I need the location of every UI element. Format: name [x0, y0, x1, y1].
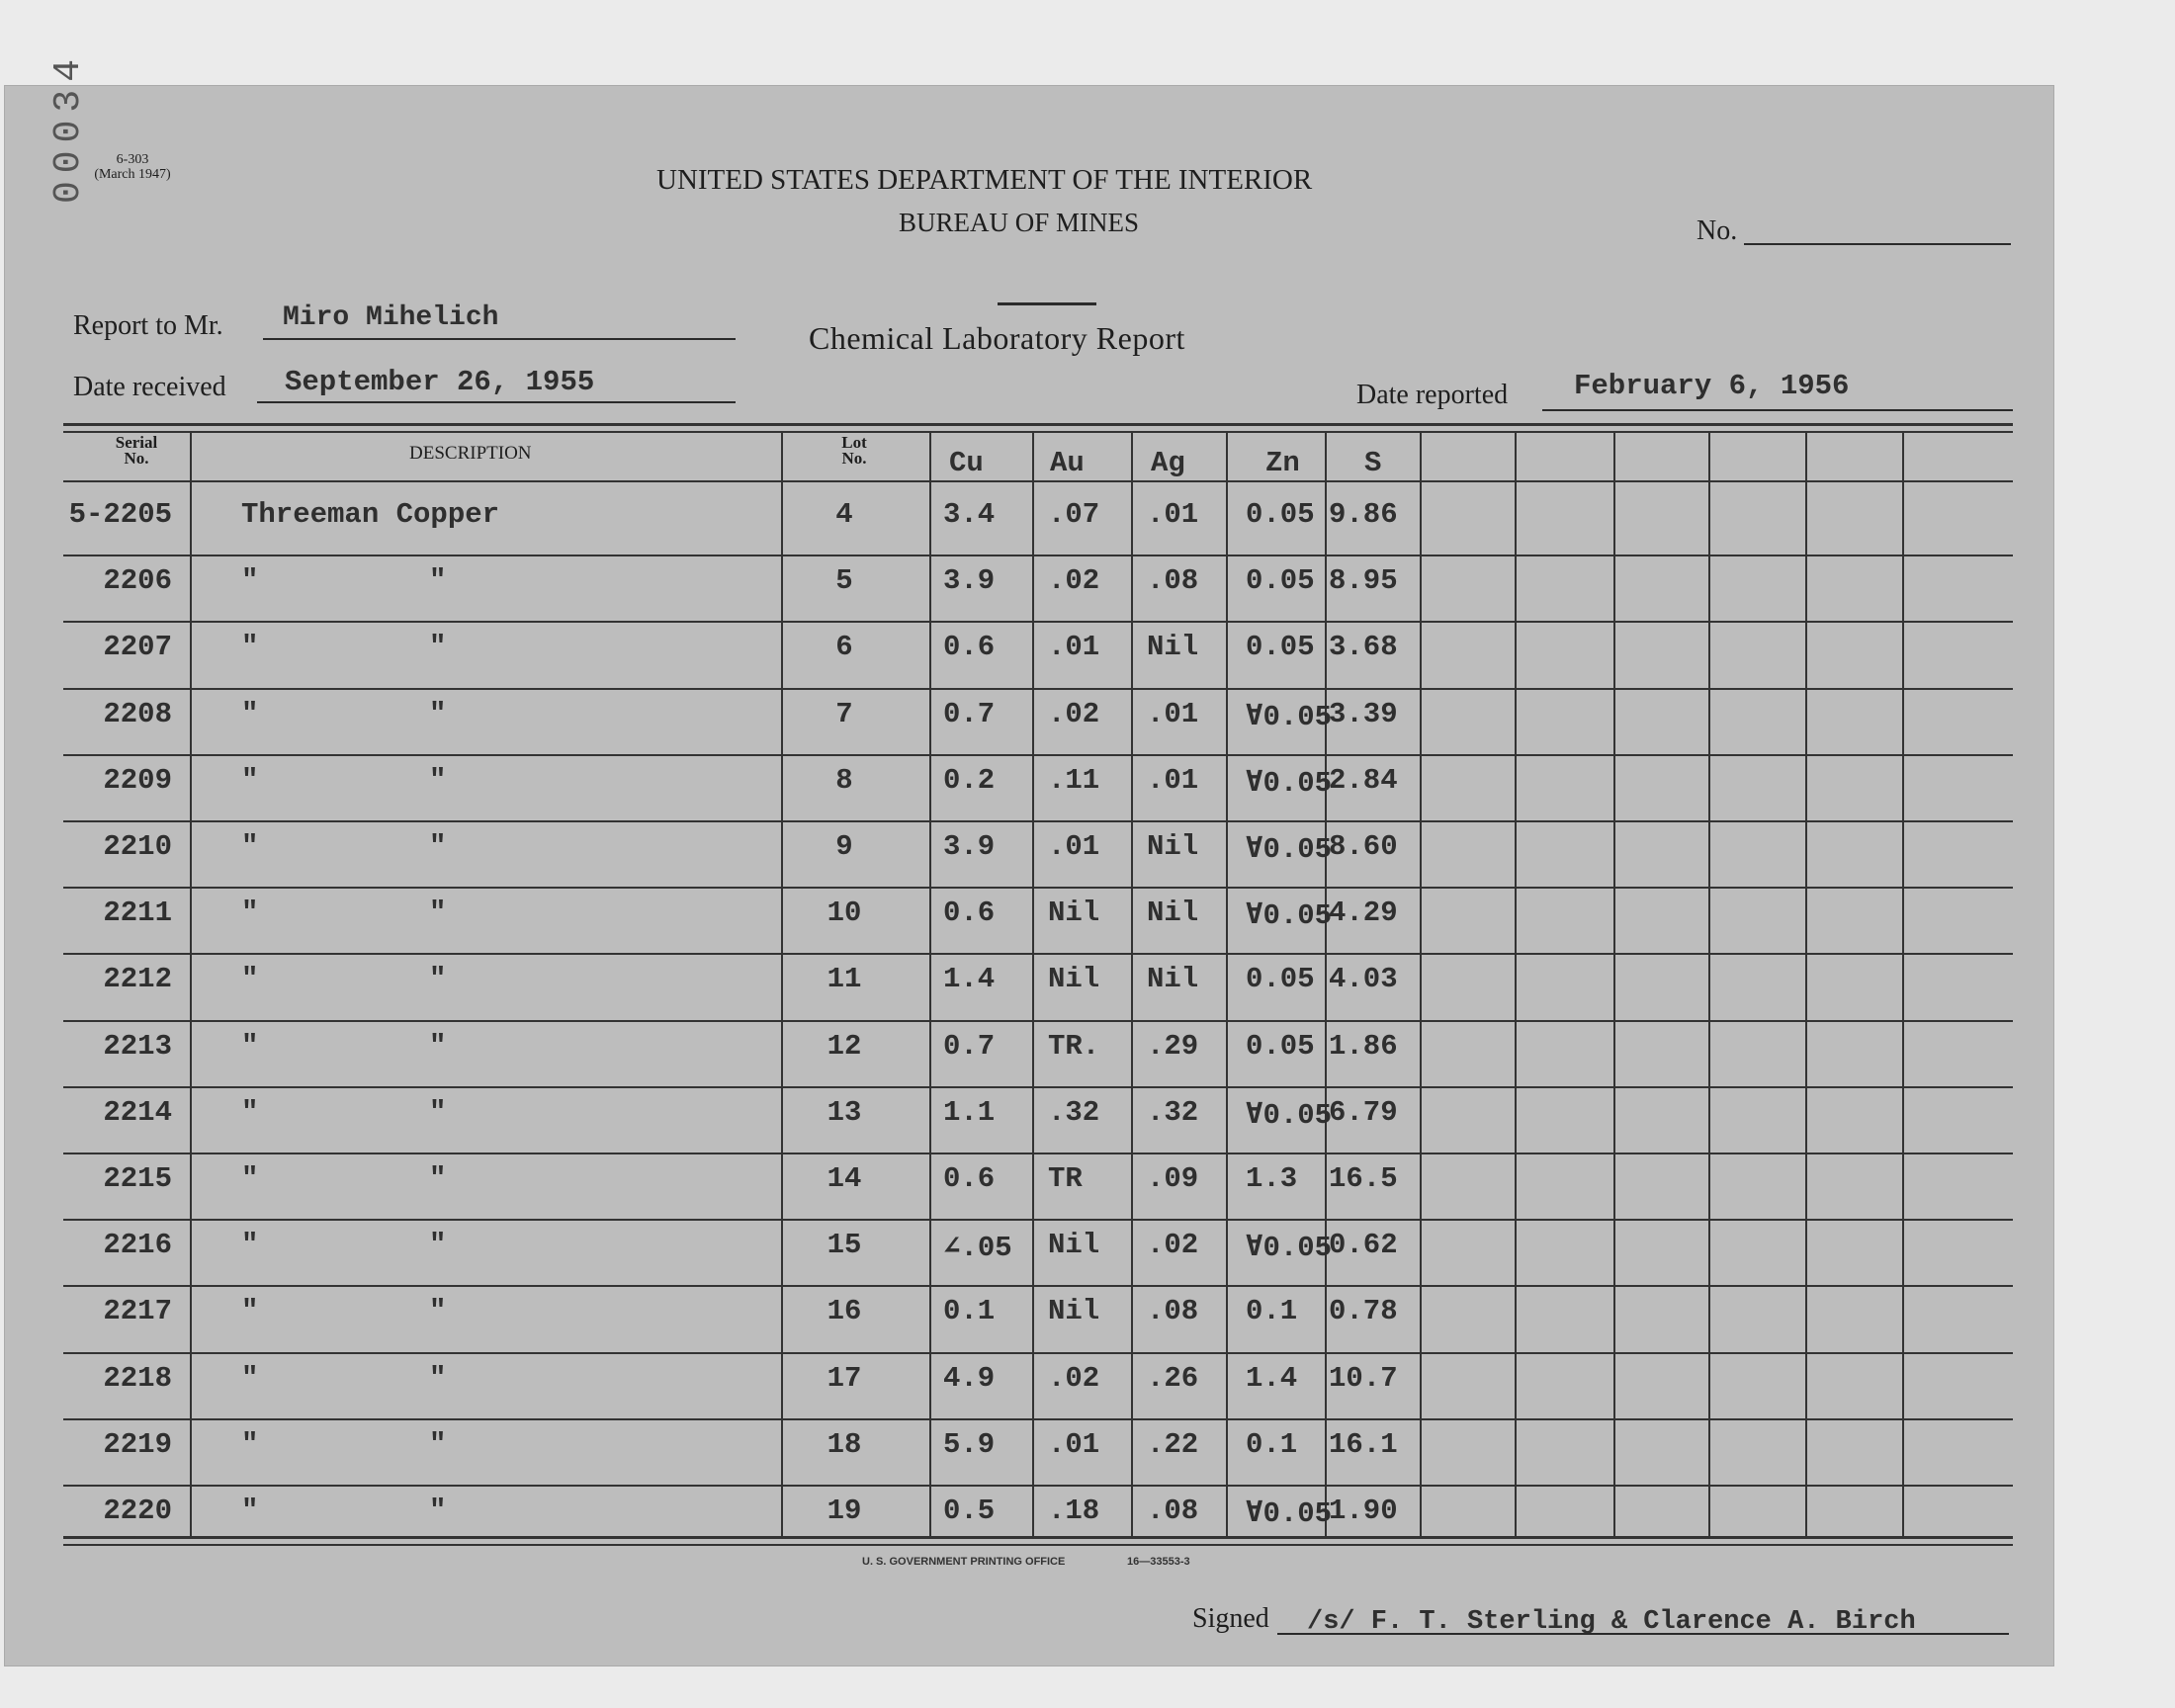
form-number: 6-303 — [116, 152, 149, 167]
ag-cell: .08 — [1147, 1295, 1199, 1328]
column-rule — [1708, 431, 1710, 1538]
description-cell: " — [241, 1295, 259, 1328]
cu-cell: 0.6 — [943, 897, 996, 930]
element-header-au: Au — [1050, 447, 1085, 479]
date-reported-line — [1542, 409, 2013, 411]
description-ditto-cell: " — [429, 631, 447, 664]
au-cell: TR. — [1048, 1029, 1100, 1063]
serial-cell: 2218 — [103, 1361, 172, 1395]
serial-cell: 2220 — [103, 1494, 172, 1527]
au-cell: .07 — [1048, 498, 1100, 531]
s-cell: 10.7 — [1329, 1361, 1398, 1395]
description-cell: " — [241, 564, 259, 598]
cu-cell: 0.7 — [943, 1029, 996, 1063]
s-cell: 4.03 — [1329, 963, 1398, 996]
date-received-line — [257, 401, 736, 403]
lot-cell: 4 — [835, 498, 853, 531]
lot-cell: 16 — [826, 1295, 862, 1328]
description-cell: " — [241, 1494, 259, 1527]
ag-cell: Nil — [1147, 830, 1199, 863]
bureau-title: BUREAU OF MINES — [899, 208, 1140, 237]
date-reported-label: Date reported — [1356, 380, 1509, 410]
element-header-s: S — [1364, 447, 1382, 479]
lot-cell: 17 — [826, 1361, 862, 1395]
description-cell: " — [241, 697, 259, 730]
row-rule — [63, 887, 2013, 889]
row-rule — [63, 1352, 2013, 1354]
lot-cell: 8 — [835, 763, 853, 797]
row-rule — [63, 1153, 2013, 1154]
lot-cell: 5 — [835, 564, 853, 598]
lot-cell: 14 — [826, 1162, 862, 1195]
zn-cell: 1.4 — [1246, 1361, 1298, 1395]
ag-cell: .01 — [1147, 498, 1199, 531]
s-cell: 0.62 — [1329, 1229, 1398, 1262]
description-ditto-cell: " — [429, 1361, 447, 1395]
description-ditto-cell: " — [429, 1029, 447, 1063]
table-header-rule — [63, 480, 2013, 482]
lot-cell: 13 — [826, 1095, 862, 1129]
report-title: Chemical Laboratory Report — [809, 320, 1185, 356]
ag-cell: .08 — [1147, 564, 1199, 598]
row-rule — [63, 1020, 2013, 1022]
zn-cell: 0.05 — [1246, 1029, 1315, 1063]
serial-cell: 2206 — [103, 564, 172, 598]
description-cell: " — [241, 1029, 259, 1063]
description-cell: " — [241, 1427, 259, 1461]
s-cell: 4.29 — [1329, 897, 1398, 930]
form-date: (March 1947) — [94, 167, 171, 182]
zn-cell: ∀0.05 — [1246, 1098, 1333, 1132]
serial-cell: 2219 — [103, 1427, 172, 1461]
number-line — [1744, 243, 2011, 245]
zn-cell: 0.05 — [1246, 498, 1315, 531]
serial-cell: 2214 — [103, 1095, 172, 1129]
s-cell: 16.1 — [1329, 1427, 1398, 1461]
s-cell: 1.86 — [1329, 1029, 1398, 1063]
s-cell: 9.86 — [1329, 498, 1398, 531]
report-to-label: Report to Mr. — [73, 310, 223, 341]
column-rule — [1805, 431, 1807, 1538]
description-ditto-cell: " — [429, 897, 447, 930]
side-stamp-text: 00034 — [47, 50, 90, 204]
zn-cell: 0.05 — [1246, 963, 1315, 996]
zn-cell: 0.1 — [1246, 1427, 1298, 1461]
ag-cell: .32 — [1147, 1095, 1199, 1129]
serial-cell: 2207 — [103, 631, 172, 664]
au-cell: .02 — [1048, 697, 1100, 730]
row-rule — [63, 688, 2013, 690]
description-ditto-cell: " — [429, 1427, 447, 1461]
cu-cell: 3.9 — [943, 830, 996, 863]
s-cell: 2.84 — [1329, 763, 1398, 797]
cu-cell: 4.9 — [943, 1361, 996, 1395]
lot-header — [825, 435, 884, 467]
au-cell: .02 — [1048, 1361, 1100, 1395]
s-cell: 3.39 — [1329, 697, 1398, 730]
element-header-ag: Ag — [1151, 447, 1185, 479]
au-cell: Nil — [1048, 1295, 1100, 1328]
s-cell: 8.60 — [1329, 830, 1398, 863]
title-rule — [998, 302, 1096, 305]
lot-cell: 10 — [826, 897, 862, 930]
serial-cell: 2217 — [103, 1295, 172, 1328]
serial-header-line2: No. — [124, 449, 149, 468]
zn-cell: ∀0.05 — [1246, 1497, 1333, 1530]
au-cell: .18 — [1048, 1494, 1100, 1527]
description-cell: " — [241, 763, 259, 797]
au-cell: .02 — [1048, 564, 1100, 598]
au-cell: .01 — [1048, 830, 1100, 863]
serial-cell: 2211 — [103, 897, 172, 930]
description-ditto-cell: " — [429, 1494, 447, 1527]
description-ditto-cell: " — [429, 1162, 447, 1195]
printing-office: U. S. GOVERNMENT PRINTING OFFICE — [862, 1556, 1066, 1568]
s-cell: 3.68 — [1329, 631, 1398, 664]
cu-cell: 0.1 — [943, 1295, 996, 1328]
au-cell: Nil — [1048, 963, 1100, 996]
description-ditto-cell: " — [429, 697, 447, 730]
cu-cell: 0.2 — [943, 763, 996, 797]
row-rule — [63, 754, 2013, 756]
ag-cell: Nil — [1147, 897, 1199, 930]
cu-cell: 0.7 — [943, 697, 996, 730]
column-rule — [190, 431, 192, 1538]
department-title: UNITED STATES DEPARTMENT OF THE INTERIOR — [656, 164, 1313, 196]
s-cell: 6.79 — [1329, 1095, 1398, 1129]
description-cell: " — [241, 1229, 259, 1262]
ag-cell: .01 — [1147, 763, 1199, 797]
serial-cell: 2208 — [103, 697, 172, 730]
lot-cell: 9 — [835, 830, 853, 863]
ag-cell: .22 — [1147, 1427, 1199, 1461]
zn-cell: 0.1 — [1246, 1295, 1298, 1328]
serial-cell: 2212 — [103, 963, 172, 996]
element-header-zn: Zn — [1265, 447, 1300, 479]
cu-cell: 1.1 — [943, 1095, 996, 1129]
date-reported-value: February 6, 1956 — [1574, 370, 1850, 402]
cu-cell: 0.5 — [943, 1494, 996, 1527]
lot-cell: 15 — [826, 1229, 862, 1262]
column-rule — [1420, 431, 1422, 1538]
column-rule — [1613, 431, 1615, 1538]
ag-cell: .02 — [1147, 1229, 1199, 1262]
s-cell: 1.90 — [1329, 1494, 1398, 1527]
ag-cell: .29 — [1147, 1029, 1199, 1063]
zn-cell: 0.05 — [1246, 631, 1315, 664]
zn-cell: 0.05 — [1246, 564, 1315, 598]
row-rule — [63, 1285, 2013, 1287]
lot-header-line2: No. — [841, 449, 867, 468]
row-rule — [63, 953, 2013, 955]
description-cell: " — [241, 631, 259, 664]
s-cell: 0.78 — [1329, 1295, 1398, 1328]
au-cell: Nil — [1048, 1229, 1100, 1262]
lot-cell: 18 — [826, 1427, 862, 1461]
column-rule — [1131, 431, 1133, 1538]
s-cell: 8.95 — [1329, 564, 1398, 598]
serial-cell: 5-2205 — [68, 498, 172, 531]
serial-cell: 2209 — [103, 763, 172, 797]
au-cell: Nil — [1048, 897, 1100, 930]
au-cell: .32 — [1048, 1095, 1100, 1129]
lot-cell: 12 — [826, 1029, 862, 1063]
cu-cell: 5.9 — [943, 1427, 996, 1461]
description-ditto-cell: " — [429, 564, 447, 598]
zn-cell: ∀0.05 — [1246, 700, 1333, 733]
description-cell: Threeman Copper — [241, 498, 500, 531]
description-ditto-cell: " — [429, 830, 447, 863]
zn-cell: ∀0.05 — [1246, 766, 1333, 800]
table-top-rule — [63, 423, 2013, 426]
row-rule — [63, 555, 2013, 556]
row-rule — [63, 1086, 2013, 1088]
column-rule — [1032, 431, 1034, 1538]
description-header: DESCRIPTION — [409, 443, 532, 464]
description-cell: " — [241, 897, 259, 930]
date-received-label: Date received — [73, 372, 226, 402]
column-rule — [1515, 431, 1517, 1538]
au-cell: .01 — [1048, 1427, 1100, 1461]
cu-cell: 1.4 — [943, 963, 996, 996]
row-rule — [63, 1219, 2013, 1221]
serial-cell: 2216 — [103, 1229, 172, 1262]
ag-cell: .01 — [1147, 697, 1199, 730]
column-rule — [1226, 431, 1228, 1538]
description-cell: " — [241, 1162, 259, 1195]
row-rule — [63, 621, 2013, 623]
cu-cell: 0.6 — [943, 631, 996, 664]
description-cell: " — [241, 1361, 259, 1395]
column-rule — [781, 431, 783, 1538]
description-ditto-cell: " — [429, 1229, 447, 1262]
serial-cell: 2210 — [103, 830, 172, 863]
lot-header-line1: Lot — [841, 433, 867, 452]
description-cell: " — [241, 1095, 259, 1129]
ag-cell: Nil — [1147, 963, 1199, 996]
table-bottom-rule — [63, 1536, 2013, 1539]
s-cell: 16.5 — [1329, 1162, 1398, 1195]
signed-value: /s/ F. T. Sterling & Clarence A. Birch — [1307, 1607, 1916, 1637]
cu-cell: ∠.05 — [943, 1232, 1012, 1265]
column-rule — [929, 431, 931, 1538]
cu-cell: 3.4 — [943, 498, 996, 531]
ag-cell: .26 — [1147, 1361, 1199, 1395]
form-number-block — [73, 152, 192, 182]
report-to-value: Miro Mihelich — [283, 302, 499, 333]
description-ditto-cell: " — [429, 963, 447, 996]
zn-cell: ∀0.05 — [1246, 833, 1333, 866]
serial-cell: 2215 — [103, 1162, 172, 1195]
column-rule — [1325, 431, 1327, 1538]
au-cell: .01 — [1048, 631, 1100, 664]
report-sheet — [4, 50, 2054, 1666]
description-cell: " — [241, 963, 259, 996]
row-rule — [63, 1485, 2013, 1487]
row-rule — [63, 820, 2013, 822]
serial-cell: 2213 — [103, 1029, 172, 1063]
lot-cell: 19 — [826, 1494, 862, 1527]
date-received-value: September 26, 1955 — [285, 366, 595, 398]
cu-cell: 3.9 — [943, 564, 996, 598]
zn-cell: ∀0.05 — [1246, 1232, 1333, 1265]
zn-cell: ∀0.05 — [1246, 899, 1333, 933]
element-header-cu: Cu — [949, 447, 984, 479]
cu-cell: 0.6 — [943, 1162, 996, 1195]
ag-cell: .09 — [1147, 1162, 1199, 1195]
description-cell: " — [241, 830, 259, 863]
side-stamp — [47, 51, 90, 204]
serial-header — [97, 435, 176, 467]
report-to-line — [263, 338, 736, 340]
table-top-rule-2 — [63, 431, 2013, 433]
number-label: No. — [1696, 215, 1738, 246]
zn-cell: 1.3 — [1246, 1162, 1298, 1195]
lot-cell: 7 — [835, 697, 853, 730]
row-rule — [63, 1418, 2013, 1420]
au-cell: .11 — [1048, 763, 1100, 797]
description-ditto-cell: " — [429, 763, 447, 797]
ag-cell: .08 — [1147, 1494, 1199, 1527]
ag-cell: Nil — [1147, 631, 1199, 664]
signed-label: Signed — [1192, 1603, 1269, 1634]
column-rule — [1902, 431, 1904, 1538]
au-cell: TR — [1048, 1162, 1083, 1195]
serial-header-line1: Serial — [115, 433, 158, 452]
description-ditto-cell: " — [429, 1095, 447, 1129]
lot-cell: 11 — [826, 963, 862, 996]
description-ditto-cell: " — [429, 1295, 447, 1328]
printing-code: 16—33553-3 — [1127, 1556, 1190, 1568]
table-bottom-rule-2 — [63, 1544, 2013, 1546]
lot-cell: 6 — [835, 631, 853, 664]
